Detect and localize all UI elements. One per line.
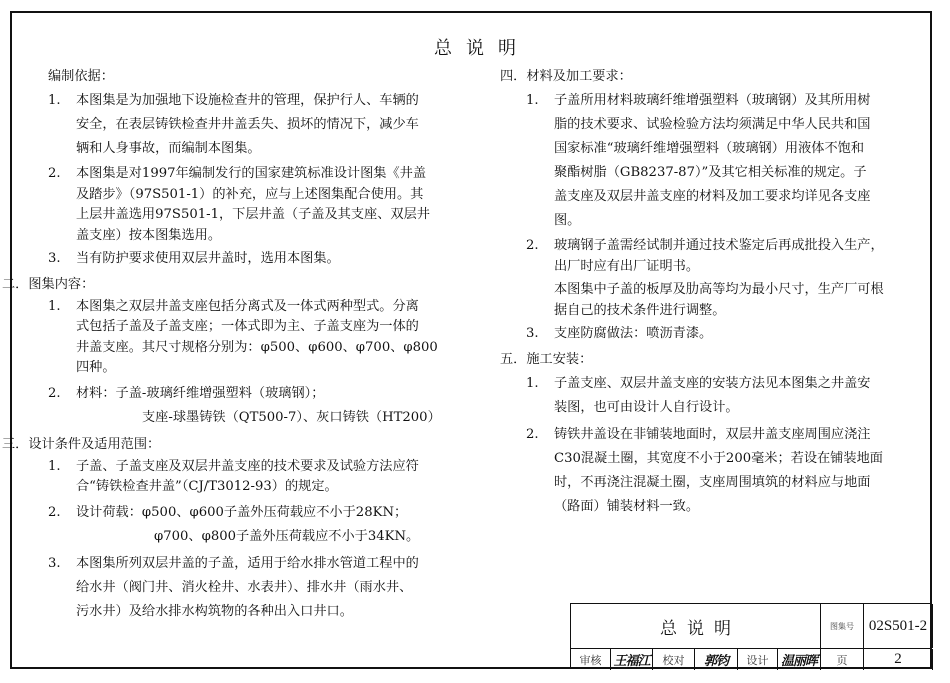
text-line: 子盖支座、双层井盖支座的安装方法见本图集之井盖安 [554,375,871,391]
item-text [76,457,470,498]
text-line: 图。 [554,213,581,228]
section-installation [500,348,930,519]
text-line: 本图集是对1997年编制发行的国家建筑标准设计图集《井盖 [76,166,427,181]
right-column [500,65,930,522]
title-block-row-bottom [571,648,932,670]
item-number: 1. [48,458,61,474]
text-line: 污水井）及给水排水构筑物的各种出入口井口。 [76,603,353,619]
title-block-row-top [571,604,932,648]
text-line: 合“铸铁检查井盖”（CJ/T3012-93）的规定。 [76,479,338,494]
section-heading: 二．图集内容： [2,276,95,292]
review-label: 审核 [571,649,611,670]
list-item [500,236,930,321]
section-design-conditions [2,433,470,624]
list-item [22,164,470,246]
item-text [76,164,470,246]
item-number: 1. [526,375,539,391]
item-text [554,372,930,420]
list-item [22,501,470,549]
text-line: φ700、φ800子盖外压荷载应不小于34KN。 [154,528,420,544]
list-item [500,372,930,420]
text-line: 井盖支座。其尺寸规格分别为：φ500、φ600、φ700、φ800 [76,339,438,355]
list-item [500,324,930,345]
text-line: 本图集中子盖的板厚及肋高等均为最小尺寸，生产厂可根 [554,282,884,297]
page-title: 总说明 [434,38,530,59]
item-text: 支座防腐做法：喷沥青漆。 [554,326,713,341]
section-heading: 四．材料及加工要求： [500,69,632,84]
item-number: 2. [48,385,61,401]
text-line: 国家标准“玻璃纤维增强塑料（玻璃钢）用液体不饱和 [554,141,865,156]
list-item [500,423,930,519]
item-text [76,297,470,379]
page-number: 2 [864,649,933,670]
item-number: 1. [48,298,61,314]
item-number: 2. [526,426,539,442]
item-text [76,382,470,430]
text-line: 四种。 [76,360,116,375]
text-line: 铸铁井盖设在非铺装地面时，双层井盖支座周围应浇注 [554,426,871,442]
text-line: 上层井盖选用97S501-1，下层井盖（子盖及其支座、双层井 [76,207,430,222]
check-signature: 郭钧 [695,649,738,670]
list-item [22,297,470,379]
item-number: 3. [526,326,539,341]
item-number: 2. [48,504,61,520]
text-line: 支座-球墨铸铁（QT500-7）、灰口铸铁（HT200） [142,409,441,425]
title-block [570,603,932,669]
text-line: 盖支座）按本图集选用。 [76,227,222,243]
text-line: 材料：子盖-玻璃纤维增强塑料（玻璃钢）； [76,385,325,401]
item-number: 1. [48,93,61,108]
item-text [554,89,930,233]
text-line: 设计荷载：φ500、φ600子盖外压荷载应不小于28KN； [76,504,408,520]
list-item [22,552,470,624]
item-number: 3. [48,251,61,266]
text-line: 安全，在表层铸铁检查井井盖丢失、损坏的情况下，减少车 [76,117,419,132]
item-text [76,89,470,161]
section-contents [2,273,470,430]
section-basis [22,65,470,270]
left-column [2,65,470,627]
atlas-number: 02S501-2 [864,604,933,648]
text-line: （路面）铺装材料一致。 [554,498,700,514]
list-item [22,249,470,270]
text-line: 本图集是为加强地下设施检查井的管理，保护行人、车辆的 [76,93,419,108]
section-heading: 编制依据： [48,69,114,84]
item-number: 1. [526,93,539,108]
text-line: 时，不再浇注混凝土圈，支座周围填筑的材料应与地面 [554,474,871,490]
text-line: 式包括子盖及子盖支座；一体式即为主、子盖支座为一体的 [76,319,419,334]
text-line: C30混凝土圈，其宽度不小于200毫米；若设在铺装地面 [554,450,883,466]
item-text [76,501,470,549]
text-line: 本图集所列双层井盖的子盖，适用于给水排水管道工程中的 [76,555,419,571]
section-heading: 五．施工安装： [500,351,593,367]
text-line: 玻璃钢子盖需经试制并通过技术鉴定后再成批投入生产， [554,238,884,253]
text-line: 聚酯树脂（GB8237-87）”及其它相关标准的规定。子 [554,165,867,180]
item-text [554,236,930,321]
text-line: 脂的技术要求、试验检验方法均须满足中华人民共和国 [554,117,871,132]
review-signature: 王福江 [611,649,653,670]
item-number: 3. [48,555,61,571]
list-item [22,457,470,498]
item-number: 2. [48,166,61,181]
item-text [554,423,930,519]
text-line: 及踏步》（97S501-1）的补充，应与上述图集配合使用。其 [76,186,424,202]
text-line: 辆和人身事故，而编制本图集。 [76,141,261,156]
list-item [22,382,470,430]
page-label: 页 [821,649,864,670]
design-label: 设计 [738,649,778,670]
item-text [76,552,470,624]
atlas-number-label: 图集号 [821,604,864,648]
text-line: 出厂时应有出厂证明书。 [554,258,700,274]
text-line: 盖支座及双层井盖支座的材料及加工要求均详见各支座 [554,189,871,204]
item-number: 2. [526,238,539,253]
text-line: 子盖所用材料玻璃纤维增强塑料（玻璃钢）及其所用树 [554,93,871,108]
section-materials [500,65,930,345]
text-line: 装图，也可由设计人自行设计。 [554,399,739,415]
text-line: 本图集之双层井盖支座包括分离式及一体式两种型式。分离 [76,298,419,314]
design-signature: 温丽晖 [778,649,821,670]
drawing-title: 总说明 [571,604,821,648]
text-line: 子盖、子盖支座及双层井盖支座的技术要求及试验方法应符 [76,458,419,474]
text-line: 给水井（阀门井、消火栓井、水表井）、排水井（雨水井、 [76,579,413,595]
list-item [22,89,470,161]
list-item [500,89,930,233]
item-text: 当有防护要求使用双层井盖时，选用本图集。 [76,251,340,266]
section-heading: 三．设计条件及适用范围： [2,436,161,452]
check-label: 校对 [653,649,695,670]
text-line: 据自己的技术条件进行调整。 [554,302,726,318]
